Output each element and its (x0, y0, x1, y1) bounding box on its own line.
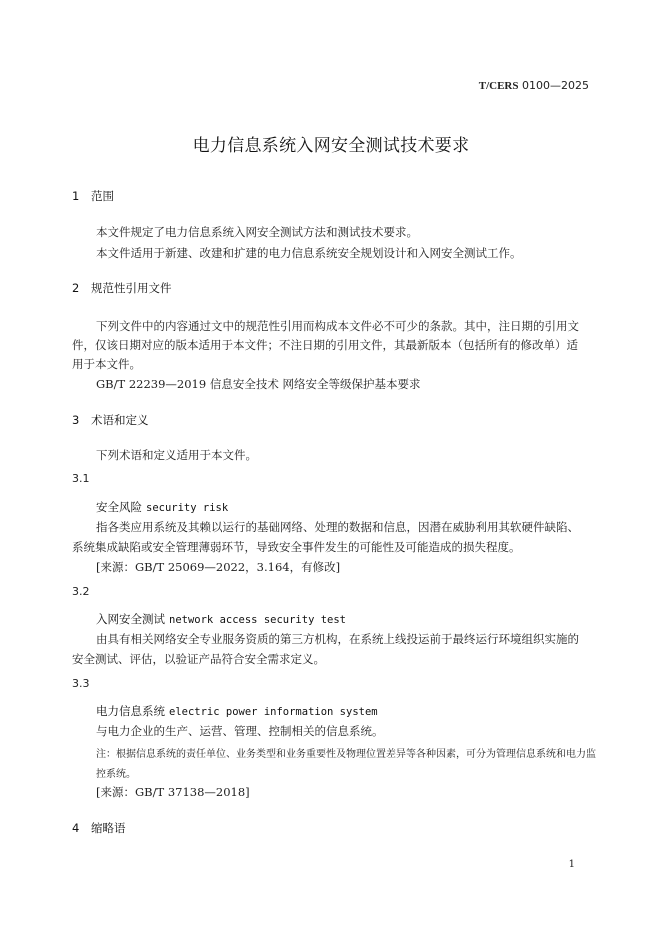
section-number: 1 (72, 189, 80, 203)
paragraph: 本文件适用于新建、改建和扩建的电力信息系统安全规划设计和入网安全测试工作。 (96, 246, 522, 260)
paragraph: 本文件规定了电力信息系统入网安全测试方法和测试技术要求。 (96, 225, 418, 239)
section-3-heading (72, 412, 149, 428)
term-number: 3.3 (72, 677, 90, 690)
paragraph-line: 下列文件中的内容通过文中的规范性引用而构成本文件必不可少的条款。其中，注日期的引用文 (96, 319, 579, 333)
standard-code: 0100—2025 (522, 79, 589, 92)
page-number: 1 (568, 859, 575, 870)
section-number: 3 (72, 413, 80, 427)
standard-number (479, 79, 589, 92)
term-source: [来源：GB/T 37138—2018] (96, 785, 250, 799)
definition-line: 与电力企业的生产、运营、管理、控制相关的信息系统。 (96, 724, 384, 738)
definition-line: 系统集成缺陷或安全管理薄弱环节，导致安全事件发生的可能性及可能造成的损失程度。 (72, 540, 521, 554)
definition-line: 安全测试、评估，以验证产品符合安全需求定义。 (72, 652, 325, 666)
term-entry (96, 499, 228, 515)
term-entry (96, 611, 346, 627)
section-4-heading (72, 820, 126, 836)
section-number: 2 (72, 281, 80, 295)
term-english: electric power information system (169, 706, 378, 718)
paragraph: 下列术语和定义适用于本文件。 (96, 448, 257, 462)
standard-prefix: T/CERS (478, 80, 519, 92)
term-source: [来源：GB/T 25069—2022，3.164，有修改] (96, 560, 341, 574)
definition-line: 指各类应用系统及其赖以运行的基础网络、处理的数据和信息，因潜在威胁利用其软硬件缺陷、 (96, 520, 579, 534)
section-number: 4 (72, 821, 80, 835)
paragraph-line: 用于本文件。 (72, 357, 141, 371)
definition-line: 由具有相关网络安全专业服务资质的第三方机构，在系统上线投运前于最终运行环境组织实施的 (96, 632, 579, 646)
note-line: 控系统。 (96, 769, 136, 780)
term-english: security risk (146, 502, 229, 514)
normative-reference: GB/T 22239—2019 信息安全技术 网络安全等级保护基本要求 (96, 377, 421, 391)
section-2-heading (72, 280, 172, 296)
term-entry (96, 703, 378, 719)
note-line: 注：根据信息系统的责任单位、业务类型和业务重要性及物理位置差异等各种因素，可分为管理信息系统和电力监 (96, 749, 596, 760)
term-english: network access security test (169, 614, 347, 626)
term-chinese: 电力信息系统 (96, 704, 165, 718)
section-1-heading (72, 188, 114, 204)
document-title: 电力信息系统入网安全测试技术要求 (192, 136, 470, 156)
paragraph-line: 件，仅该日期对应的版本适用于本文件；不注日期的引用文件，其最新版本（包括所有的修改单）适 (72, 338, 578, 352)
term-chinese: 入网安全测试 (96, 612, 165, 626)
term-number: 3.2 (72, 585, 90, 598)
section-title: 范围 (91, 189, 114, 203)
term-chinese: 安全风险 (96, 500, 142, 514)
term-number: 3.1 (72, 472, 90, 485)
section-title: 缩略语 (91, 821, 126, 835)
section-title: 规范性引用文件 (91, 281, 172, 295)
section-title: 术语和定义 (91, 413, 149, 427)
